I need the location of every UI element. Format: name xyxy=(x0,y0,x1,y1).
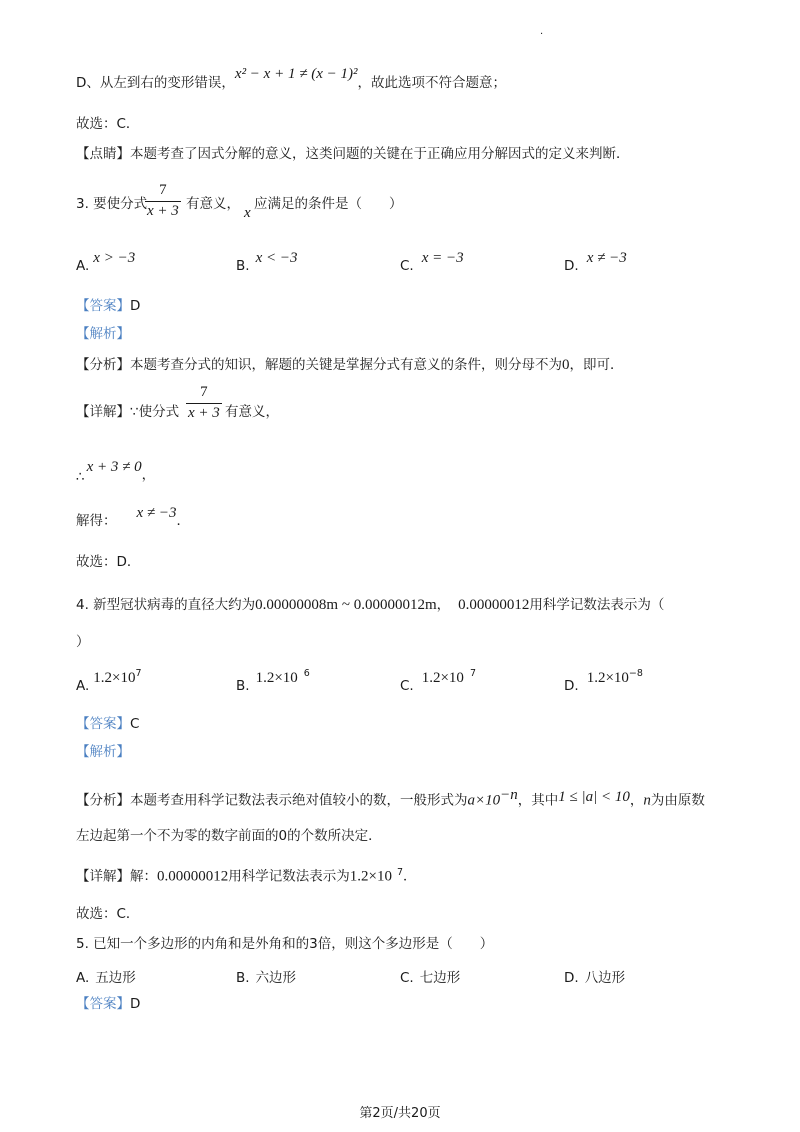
header-mark: · xyxy=(540,29,544,40)
q5-option-c: C. 七边形 xyxy=(400,970,461,986)
d-line-math: x² − x + 1 ≠ (x − 1)² xyxy=(234,66,358,82)
q3-therefore: ∴x + 3 ≠ 0， xyxy=(76,459,156,485)
q4-option-a: A. $1.2\times 10^7$ xyxy=(76,668,142,694)
q4-detail: 【详解】解：0.00000012用科学记数法表示为1.2×10 $^7$． xyxy=(76,867,417,885)
q4-answer: 【答案】C xyxy=(76,716,140,732)
q3-option-b: B. x < −3 xyxy=(236,250,298,274)
q3-solve: 解得： x ≠ −3． xyxy=(76,505,191,529)
q3-option-a: A. x > −3 xyxy=(76,250,136,274)
q4-stem: 4. 新型冠状病毒的直径大约为0.00000008m ~ 0.00000012m， 0.00000012用科学记数法表示为（ xyxy=(76,597,665,613)
page-footer: 第2页/共20页 xyxy=(359,1106,441,1121)
q3-stem-mid: 有意义， xyxy=(186,196,240,212)
q5-stem: 5. 已知一个多边形的内角和是外角和的3倍，则这个多边形是（ ） xyxy=(76,936,494,952)
q3-fraction: 7 x + 3 xyxy=(147,182,179,219)
q3-stem-suffix: 应满足的条件是（ ） xyxy=(254,196,403,212)
q4-option-b: B. 1.2×10 $^6$ xyxy=(236,668,310,694)
q5-option-b: B. 六边形 xyxy=(236,970,297,986)
q3-analysis-tag: 【解析】 xyxy=(76,326,130,342)
q3-answer: 【答案】D xyxy=(76,298,141,314)
option-d-explanation: D、从左到右的变形错误，x² − x + 1 ≠ (x − 1)²，故此选项不符合题意； xyxy=(76,66,506,91)
q3-option-d: D. x ≠ −3 xyxy=(564,250,627,274)
q4-choose: 故选：C． xyxy=(76,906,140,922)
q5-option-a: A. 五边形 xyxy=(76,970,136,986)
q4-fenxi-line2: 左边起第一个不为零的数字前面的0的个数所决定． xyxy=(76,828,382,844)
q5-answer: 【答案】D xyxy=(76,996,141,1012)
q3-stem-prefix: 3. 要使分式 xyxy=(76,196,148,212)
q3-detail: 【详解】∵使分式 xyxy=(76,404,180,420)
q4-option-c: C. 1.2×10 $^7$ xyxy=(400,668,476,694)
q4-analysis-tag: 【解析】 xyxy=(76,744,130,760)
q4-stem-close: ） xyxy=(76,634,90,650)
q3-var: x xyxy=(244,205,251,221)
q3-option-c: C. x = −3 xyxy=(400,250,464,274)
q2-choose: 故选：C． xyxy=(76,116,140,132)
q5-option-d: D. 八边形 xyxy=(564,970,626,986)
q3-choose: 故选：D． xyxy=(76,554,141,570)
q2-comment: 【点睛】本题考查了因式分解的意义，这类问题的关键在于正确应用分解因式的定义来判断． xyxy=(76,146,630,162)
q4-option-d: D. $1.2\times 10^{-8}$ xyxy=(564,668,643,694)
q3-fenxi: 【分析】本题考查分式的知识，解题的关键是掌握分式有意义的条件，则分母不为0，即可． xyxy=(76,357,624,373)
q4-fenxi: 【分析】本题考查用科学记数法表示绝对值较小的数，一般形式为$a\times 10^{-n}$，其中1 ≤ |a| < 10，n为由原数 xyxy=(76,787,705,809)
q3-detail-fraction: 7 x + 3 xyxy=(188,384,220,421)
q3-detail-end: 有意义， xyxy=(225,404,279,420)
